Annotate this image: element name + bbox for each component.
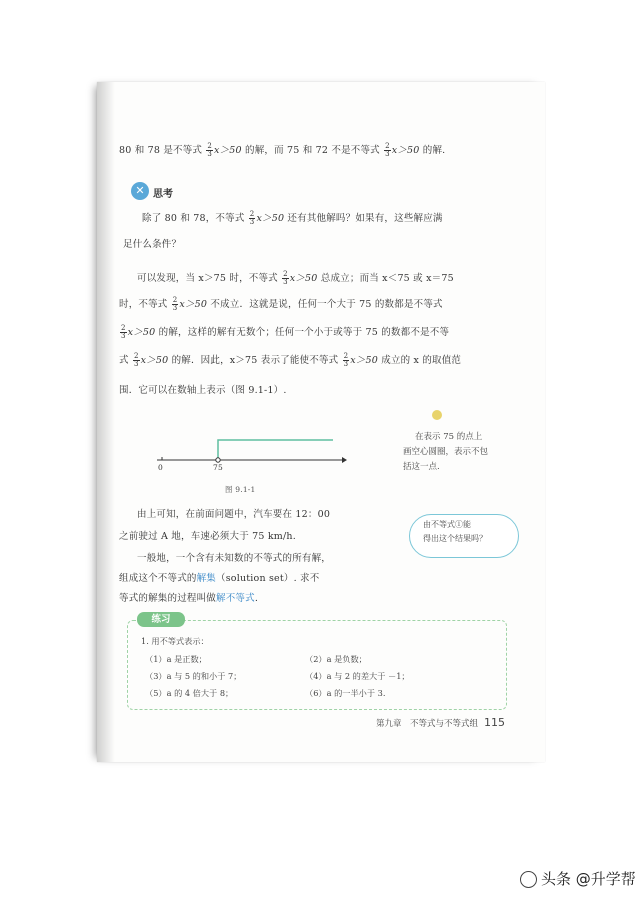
textbook-page (97, 82, 545, 762)
exercise-item: （1）a 是正数； (145, 654, 207, 664)
exercise-item: （2）a 是负数； (305, 654, 367, 664)
term-solve-inequality: 解不等式 (216, 593, 255, 604)
think-line-2: 足什么条件？ (123, 239, 182, 250)
para2-line-2: 之前驶过 A 地，车速必须大于 75 km/h. (119, 531, 296, 542)
tick-label-75: 75 (213, 463, 223, 472)
exercise-item: （3）a 与 5 的和小于 7； (145, 671, 242, 681)
para2-line-3: 一般地，一个含有未知数的不等式的所有解， (137, 553, 332, 564)
lightbulb-icon (432, 410, 442, 420)
exercise-item: （4）a 与 2 的差大于 －1； (305, 671, 410, 681)
fraction: $\frac{2}{3}$ (385, 142, 390, 158)
page-number: 115 (484, 716, 505, 729)
body-line-2: 时，不等式 $\frac{2}{3}$ x＞50 不成立．这就是说，任何一个大于 75 的数都是不等式 (119, 296, 443, 312)
para2-line-4: 组成这个不等式的解集（solution set）. 求不 (119, 573, 320, 584)
body-line-5: 围．它可以在数轴上表示（图 9.1-1）. (119, 385, 287, 396)
exercise-question: 1. 用不等式表示： (141, 636, 209, 646)
body-line-1: 可以发现，当 x＞75 时，不等式 $\frac{2}{3}$ x＞50 总成立；而当 x＜75 或 x＝75 (137, 270, 454, 286)
para2-line-5: 等式的解集的过程叫做解不等式. (119, 593, 259, 604)
watermark: 头条 @升学帮 (520, 868, 636, 889)
chapter-title: 第九章 不等式与不等式组 (375, 719, 478, 729)
exercise-item: （5）a 的 4 倍大于 8； (145, 688, 234, 698)
intro-line: 80 和 78 是不等式 $\frac{2}{3}$ x＞50 的解，而 75 和 72 不是不等式 $\frac{2}{3}$ x＞50 的解. (119, 142, 446, 158)
page-footer (376, 716, 505, 729)
exercise-title: 练习 (137, 612, 185, 627)
tick-label-0: 0 (158, 463, 163, 472)
number-line (147, 432, 347, 472)
body-line-4: 式 $\frac{2}{3}$ x＞50 的解．因此，x＞75 表示了能使不等式 $\frac{2}{3}$ x＞50 成立的 x 的取值范 (119, 352, 462, 368)
term-solution-set: 解集 (196, 573, 217, 584)
fraction: $\frac{2}{3}$ (207, 142, 213, 158)
toutiao-icon (520, 871, 537, 888)
sidenote-question: 由不等式①能 得出这个结果吗？ (423, 520, 487, 543)
para2-line-1: 由上可知，在前面问题中，汽车要在 12：00 (137, 509, 331, 520)
figure-caption: 图 9.1-1 (225, 485, 256, 494)
think-line-1: 除了 80 和 78，不等式 $\frac{2}{3}$ x＞50 还有其他解吗？如果有，这些解应满 (142, 210, 443, 226)
x-icon: ✕ (131, 182, 149, 200)
think-title: 思考 (153, 189, 173, 200)
exercise-item: （6）a 的一半小于 3. (305, 688, 386, 698)
sidenote-empty-circle: 在表示 75 的点上 画空心圆圈，表示不包 括这一点. (403, 432, 489, 472)
body-line-3: $\frac{2}{3}$ x＞50 的解，这样的解有无数个；任何一个小于或等于 75 的数都不是不等 (121, 324, 450, 340)
